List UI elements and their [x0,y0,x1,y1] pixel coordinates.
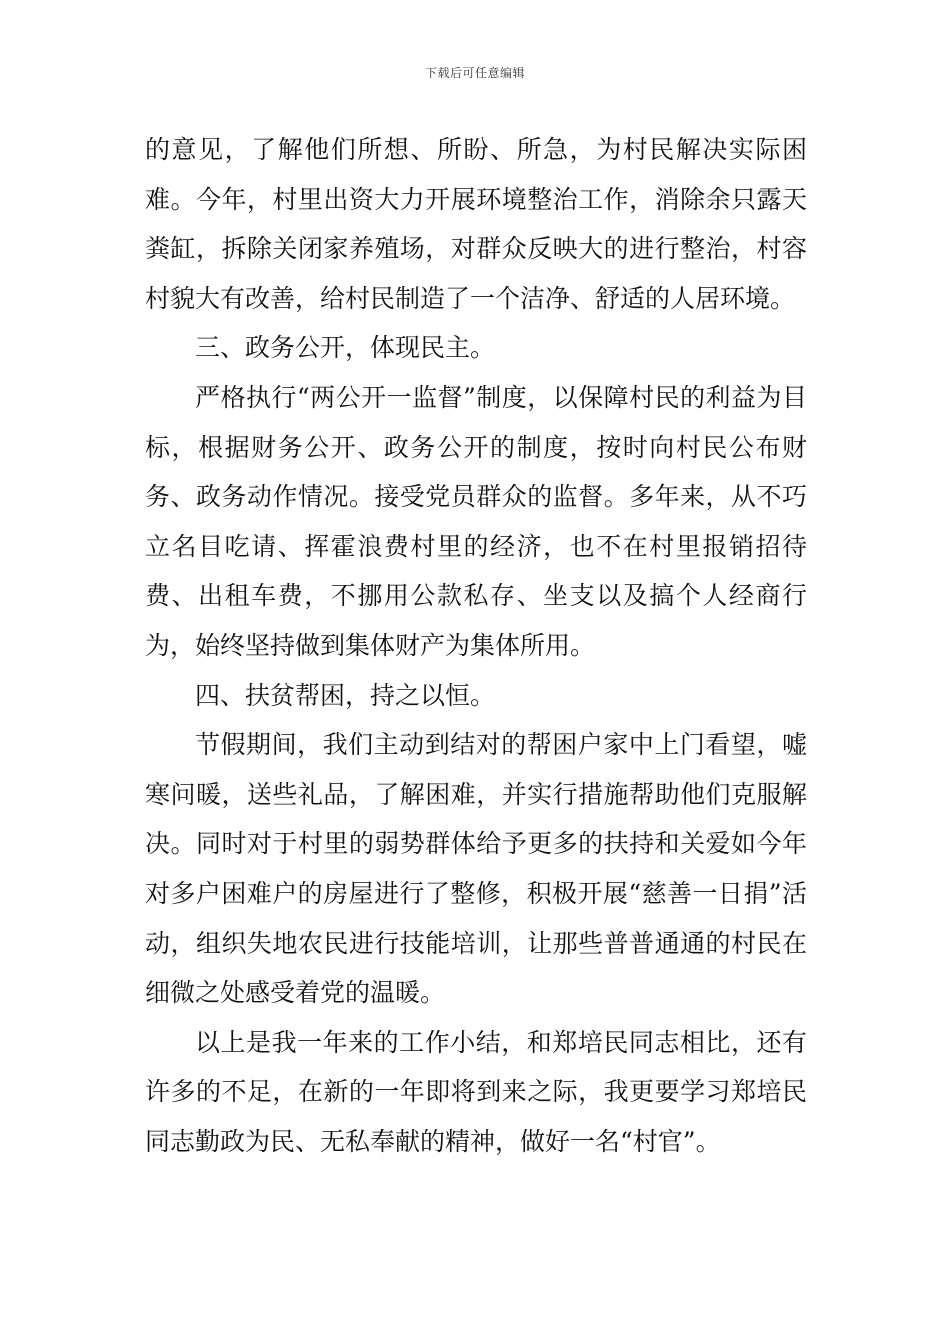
paragraph-3: 节假期间，我们主动到结对的帮困户家中上门看望，嘘寒问暖，送些礼品，了解困难，并实行措施帮助他们克服解决。同时对于村里的弱势群体给予更多的扶持和关爱如今年对多户困难户的房屋进行了整修，积极开展“慈善一日捐”活动，组织失地农民进行技能培训，让那些普普通通的村民在细微之处感受着党的温暖。 [145,730,807,1008]
section-heading-3: 三、政务公开，体现民主。 [195,333,496,363]
paragraph-4: 以上是我一年来的工作小结，和郑培民同志相比，还有许多的不足，在新的一年即将到来之际，我更要学习郑培民同志勤政为民、无私奉献的精神，做好一名“村官”。 [145,1027,807,1156]
document-body [145,125,807,1166]
page-header: 下载后可任意编辑 [424,66,525,80]
paragraph-1: 的意见，了解他们所想、所盼、所急，为村民解决实际困难。今年，村里出资大力开展环境整治工作，消除余只露天粪缸，拆除关闭家养殖场，对群众反映大的进行整治，村容村貌大有改善，给村民制造了一个洁净、舒适的人居环境。 [145,135,807,313]
paragraph-2: 严格执行“两公开一监督”制度，以保障村民的利益为目标，根据财务公开、政务公开的制度，按时向村民公布财务、政务动作情况。接受党员群众的监督。多年来，从不巧立名目吃请、挥霍浪费村里的经济，也不在村里报销招待费、出租车费，不挪用公款私存、坐支以及搞个人经商行为，始终坚持做到集体财产为集体所用。 [145,382,807,660]
section-heading-4: 四、扶贫帮困，持之以恒。 [195,680,496,710]
